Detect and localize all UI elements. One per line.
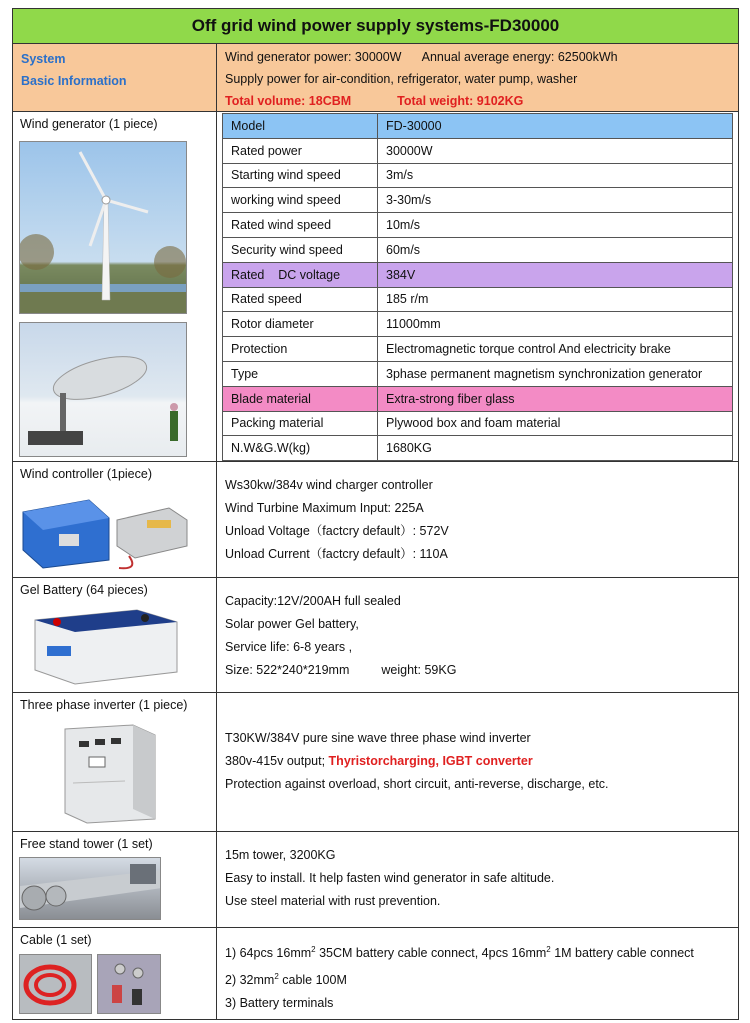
spec-value: 3m/s xyxy=(378,163,733,188)
tower-line-1: 15m tower, 3200KG xyxy=(225,848,336,862)
spec-key: Type xyxy=(223,361,378,386)
controller-label: Wind controller (1piece) xyxy=(20,467,152,481)
spec-row xyxy=(223,114,733,139)
cable-label: Cable (1 set) xyxy=(20,933,92,947)
spec-value: Plywood box and foam material xyxy=(378,411,733,436)
basic-info-label: Basic Information xyxy=(21,74,127,88)
tower-photo xyxy=(19,857,161,920)
cable-line-1a: 1) 64pcs 16mm xyxy=(225,946,312,961)
spec-value: 3-30m/s xyxy=(378,188,733,213)
system-label: System xyxy=(21,52,66,66)
spec-key: Blade material xyxy=(223,386,378,411)
spec-row xyxy=(223,287,733,312)
spec-row xyxy=(223,436,733,461)
controller-section xyxy=(12,462,739,578)
spec-row xyxy=(223,237,733,262)
inverter-line-1: T30KW/384V pure sine wave three phase wind inverter xyxy=(225,731,531,745)
inverter-line-3: Protection against overload, short circuit, anti-reverse, discharge, etc. xyxy=(225,777,609,791)
inverter-label: Three phase inverter (1 piece) xyxy=(20,698,188,712)
spec-row xyxy=(223,386,733,411)
battery-label: Gel Battery (64 pieces) xyxy=(20,583,148,597)
total-weight: Total weight: 9102KG xyxy=(397,94,524,108)
cable-line-3: 3) Battery terminals xyxy=(225,996,334,1011)
spec-row xyxy=(223,138,733,163)
battery-photo xyxy=(27,602,185,688)
controller-line-4: Unload Current（factcry default）: 110A xyxy=(225,547,448,561)
spec-key: Protection xyxy=(223,337,378,362)
tower-line-3: Use steel material with rust prevention. xyxy=(225,894,441,908)
cable-line-2a: 2) 32mm xyxy=(225,973,275,988)
cable-section: Cable (1 set) 1) 64pcs $16mm^2$ 35CM battery cable connect, 4pcs $16mm^2$ 1M battery cable connect 2) $32mm^2$ cable 100M 3) Battery terminals xyxy=(12,928,739,1020)
inverter-output: 380v-415v output; xyxy=(225,754,329,768)
system-info-row xyxy=(12,44,739,112)
spec-key: Rated power xyxy=(223,138,378,163)
spec-value: 384V xyxy=(378,262,733,287)
controller-line-1: Ws30kw/384v wind charger controller xyxy=(225,478,433,492)
spec-value: 30000W xyxy=(378,138,733,163)
cable-line-1b: 35CM battery cable connect, 4pcs 16mm xyxy=(315,946,547,961)
spec-row xyxy=(223,411,733,436)
controller-line-2: Wind Turbine Maximum Input: 225A xyxy=(225,501,424,515)
spec-row xyxy=(223,337,733,362)
wind-generator-spec-table xyxy=(222,113,733,461)
spec-value: 60m/s xyxy=(378,237,733,262)
spec-value: 185 r/m xyxy=(378,287,733,312)
terminals-photo xyxy=(97,954,161,1014)
battery-size: Size: 522*240*219mm xyxy=(225,663,350,677)
spec-row xyxy=(223,361,733,386)
turbine-installation-photo xyxy=(19,322,187,457)
spec-key: Rated wind speed xyxy=(223,213,378,238)
spec-value: 1680KG xyxy=(378,436,733,461)
spec-key: Rated DC voltage xyxy=(223,262,378,287)
spec-key: working wind speed xyxy=(223,188,378,213)
wind-turbine-icon xyxy=(20,142,187,314)
spec-value: 11000mm xyxy=(378,312,733,337)
battery-line-1: Capacity:12V/200AH full sealed xyxy=(225,594,401,608)
supply-line: Supply power for air-condition, refrigerator, water pump, washer xyxy=(225,72,578,86)
inverter-feature: Thyristorcharging, IGBT converter xyxy=(328,754,533,768)
wind-generator-label: Wind generator (1 piece) xyxy=(20,117,158,131)
cable-line-2b: cable 100M xyxy=(278,973,347,988)
spec-value: FD-30000 xyxy=(378,114,733,139)
battery-line-2: Solar power Gel battery, xyxy=(225,617,359,631)
spec-key: Packing material xyxy=(223,411,378,436)
wind-turbine-photo xyxy=(19,141,187,314)
spec-value: Electromagnetic torque control And electricity brake xyxy=(378,337,733,362)
tower-line-2: Easy to install. It help fasten wind generator in safe altitude. xyxy=(225,871,555,885)
battery-weight: weight: 59KG xyxy=(381,663,457,677)
spec-key: Security wind speed xyxy=(223,237,378,262)
spec-key: Rated speed xyxy=(223,287,378,312)
spec-key: Rotor diameter xyxy=(223,312,378,337)
spec-key: Model xyxy=(223,114,378,139)
cable-line-1c: 1M battery cable connect xyxy=(550,946,694,961)
controller-line-3: Unload Voltage（factcry default）: 572V xyxy=(225,524,449,538)
spec-key: Starting wind speed xyxy=(223,163,378,188)
cable-photo xyxy=(19,954,92,1014)
spec-row xyxy=(223,163,733,188)
spec-value: 3phase permanent magnetism synchronization generator xyxy=(378,361,733,386)
inverter-photo xyxy=(59,721,159,825)
spec-value: 10m/s xyxy=(378,213,733,238)
total-volume: Total volume: 18CBM xyxy=(225,94,352,108)
page-title: Off grid wind power supply systems-FD30000 xyxy=(12,8,739,44)
power-energy-line: Wind generator power: 30000W Annual average energy: 62500kWh xyxy=(225,50,618,64)
inverter-section xyxy=(12,693,739,832)
spec-row xyxy=(223,213,733,238)
spec-key: N.W&G.W(kg) xyxy=(223,436,378,461)
battery-section xyxy=(12,578,739,693)
spec-row xyxy=(223,312,733,337)
controller-photo xyxy=(19,490,189,570)
spec-value: Extra-strong fiber glass xyxy=(378,386,733,411)
spec-row xyxy=(223,188,733,213)
battery-line-3: Service life: 6-8 years , xyxy=(225,640,353,654)
spec-row xyxy=(223,262,733,287)
tower-label: Free stand tower (1 set) xyxy=(20,837,153,851)
tower-section xyxy=(12,832,739,928)
